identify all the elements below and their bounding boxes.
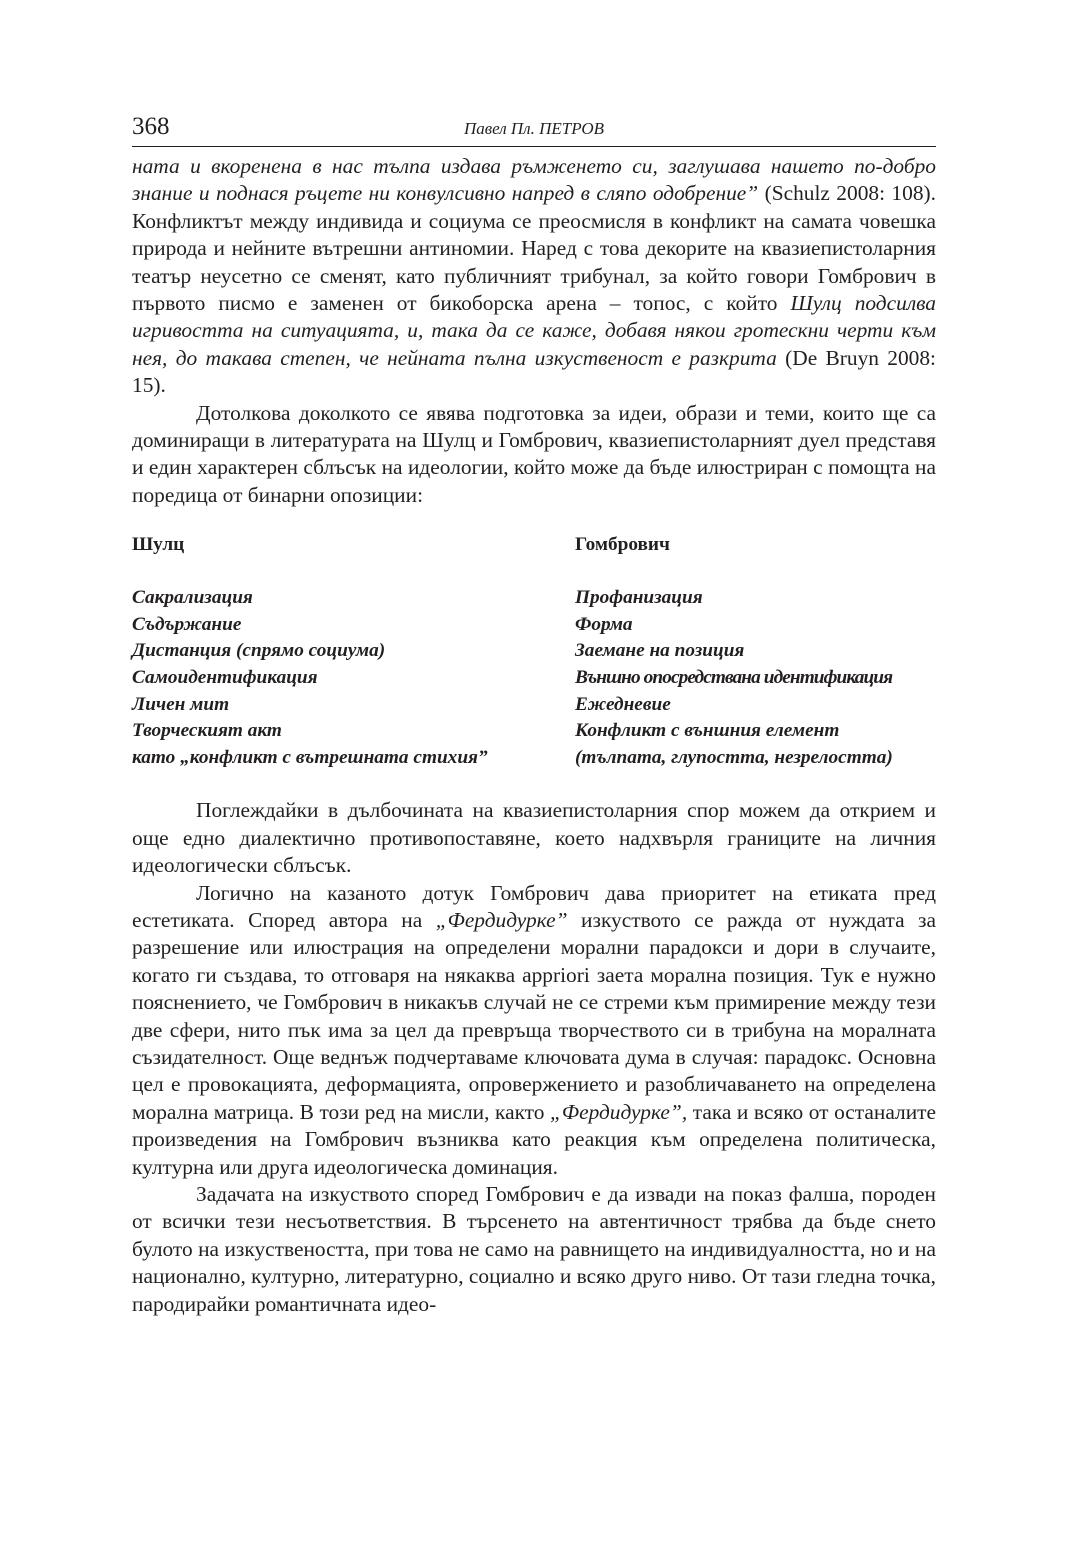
right-column <box>575 532 945 771</box>
right-item: Конфликт с външния елемент <box>575 720 840 742</box>
left-column <box>132 532 562 771</box>
left-item: Творческият акт <box>132 720 282 742</box>
paragraph-text: така и всяко от останалите произведения на Гомбрович възниква като реакция към определена политическа, културна или друга идеологическа доминация. <box>132 1099 936 1179</box>
paragraph-5: Задачата на изкуството според Гомбрович е да извади на показ фалша, породен от всички тези несъответствия. В търсенето на автентичност трябва да бъде снето булото на изкуствеността, при това не само на равнището на индивидуалността, но и на национално, културно, литературно, социално и всяко друго ниво. От тази гледна точка, пародирайки романтичната идео- <box>132 1181 936 1316</box>
left-item: Сакрализация <box>132 587 253 609</box>
book-title: „Фердидурке”, <box>549 1099 688 1124</box>
page <box>132 112 936 1318</box>
quote-text: ната и вкоренена в нас тълпа издава ръмженето си, заглушава нашето по-добро знание и поднася ръцете ни конвулсивно напред в сляпо одобрение” <box>132 154 936 206</box>
right-item: Профанизация <box>575 587 703 609</box>
body-text <box>132 153 936 1318</box>
quote-text: Шулц подсилва игривостта на ситуацията, и, така да се каже, добавя някои гротескни черти към нея, до такава степен, че нейната пълна изкуственост е разкрита <box>132 291 936 370</box>
paragraph-text: (Schulz 2008: 108). Конфликтът между индивида и социума се преосмисля в конфликт на самата човешка природа и нейните вътрешни антиномии. Наред с това декорите на квазиепистоларния театър неусетно се сменят, като публичният трибунал, за който говори Гомбрович в първото писмо е заменен от бикоборска арена – топос, с който <box>132 181 936 316</box>
opposition-table <box>132 532 936 768</box>
paragraph-4 <box>132 880 936 1181</box>
paragraph-text: изкуството се ражда от нуждата за разрешение или илюстрация на определени морални парадокси и дори в случаите, когато ги създава, то отговаря на някаква appriori заета морална позиция. Тук е нужно пояснението, че Гомбрович в никакъв случай не се стреми към примирение между тези две сфери, нито пък има за цел да превръща творчеството си в трибуна на моралната съзидателност. Още веднъж подчертаваме ключовата дума в случая: парадокс. Основна цел е провокацията, деформацията, опровержението и разобличаването на определена морална матрица. В този ред на мисли, както <box>132 907 936 1124</box>
page-number: 368 <box>132 113 170 140</box>
right-item: (тълпата, глупостта, незрелостта) <box>575 746 893 768</box>
left-item: като „конфликт с вътрешната стихия” <box>132 746 488 768</box>
book-title: „Фердидурке” <box>435 907 568 932</box>
right-item: Заемане на позиция <box>575 640 745 662</box>
paragraph-3: Поглеждайки в дълбочината на квазиепистоларния спор можем да открием и още едно диалектично противопоставяне, което надхвърля границите на личния идеологически сблъсък. <box>132 798 936 878</box>
paragraph-1 <box>132 153 936 400</box>
paragraph-2: Дотолкова доколкото се явява подготовка за идеи, образи и теми, които ще са доминиращи в литературата на Шулц и Гомбрович, квазиепистоларният дуел представя и един характерен сблъсък на идеологии, който може да бъде илюстриран с помощта на поредица от бинарни опозиции: <box>132 400 936 507</box>
right-item: Външно опосредствана идентификация <box>575 667 893 689</box>
page-header <box>132 112 936 147</box>
paragraph-text: Логично на казаното дотук Гомбрович дава приоритет на етиката пред естетиката. Според автора на <box>132 880 936 932</box>
running-head: Павел Пл. ПЕТРОВ <box>463 119 605 138</box>
left-item: Самоидентификация <box>132 667 318 689</box>
left-item: Личен мит <box>132 693 230 715</box>
right-column-header: Гомбрович <box>575 534 670 556</box>
left-item: Съдържание <box>132 613 242 635</box>
left-item: Дистанция (спрямо социума) <box>132 640 386 662</box>
citation-text: (De Bruyn 2008: 15). <box>132 345 937 398</box>
right-item: Форма <box>575 613 633 635</box>
left-column-header: Шулц <box>132 534 185 556</box>
right-item: Ежедневие <box>575 693 671 715</box>
